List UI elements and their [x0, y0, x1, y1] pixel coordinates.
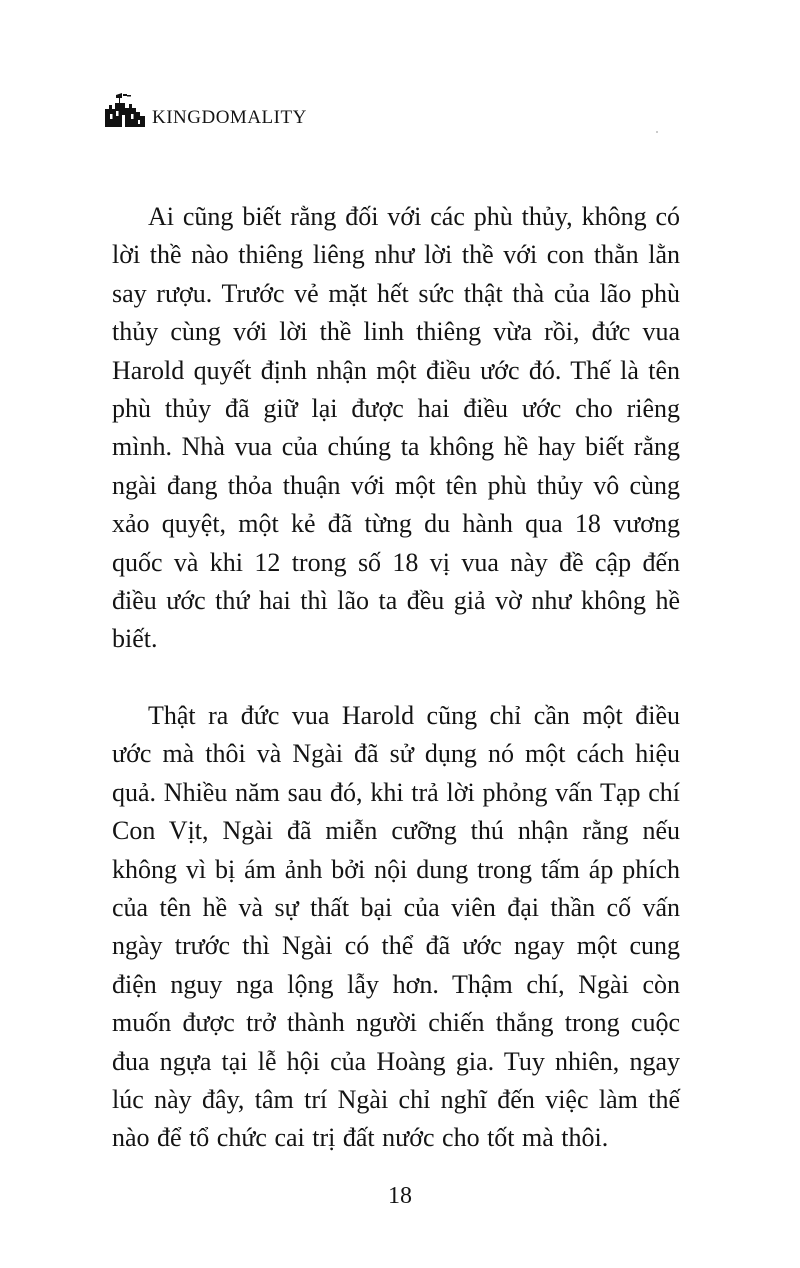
paragraph-2: Thật ra đức vua Harold cũng chỉ cần một điều ước mà thôi và Ngài đã sử dụng nó một cách hiệu quả. Nhiều năm sau đó, khi trả lời phỏng vấn Tạp chí Con Vịt, Ngài đã miễn cưỡng thú nhận rằng nếu không vì bị ám ảnh bởi nội dung trong tấm áp phích của tên hề và sự thất bại của viên đại thần cố vấn ngày trước thì Ngài có thể đã ước ngay một cung điện nguy nga lộng lẫy hơn. Thậm chí, Ngài còn muốn được trở thành người chiến thắng trong cuộc đua ngựa tại lễ hội của Hoàng gia. Tuy nhiên, ngay lúc này đây, tâm trí Ngài chỉ nghĩ đến việc làm thế nào để tổ chức cai trị đất nước cho tốt mà thôi. [112, 700, 680, 1153]
castle-logo-icon [104, 92, 146, 128]
running-title: KINGDOMALITY [152, 107, 307, 128]
paragraph-1: Ai cũng biết rằng đối với các phù thủy, không có lời thề nào thiêng liêng như lời thề với con thằn lằn say rượu. Trước vẻ mặt hết sức thật thà của lão phù thủy cùng với lời thề linh thiêng vừa rồi, đức vua Harold quyết định nhận một điều ước đó. Thế là tên phù thủy đã giữ lại được hai điều ước cho riêng mình. Nhà vua của chúng ta không hề hay biết rằng ngài đang thỏa thuận với một tên phù thủy vô cùng xảo quyệt, một kẻ đã từng du hành qua 18 vương quốc và khi 12 trong số 18 vị vua này đề cập đến điều ước thứ hai thì lão ta đều giả vờ như không hề biết. [112, 202, 680, 654]
page-header [104, 92, 307, 128]
body-text [112, 198, 680, 1158]
page-number: 18 [388, 1183, 412, 1209]
scan-speck [656, 131, 658, 133]
